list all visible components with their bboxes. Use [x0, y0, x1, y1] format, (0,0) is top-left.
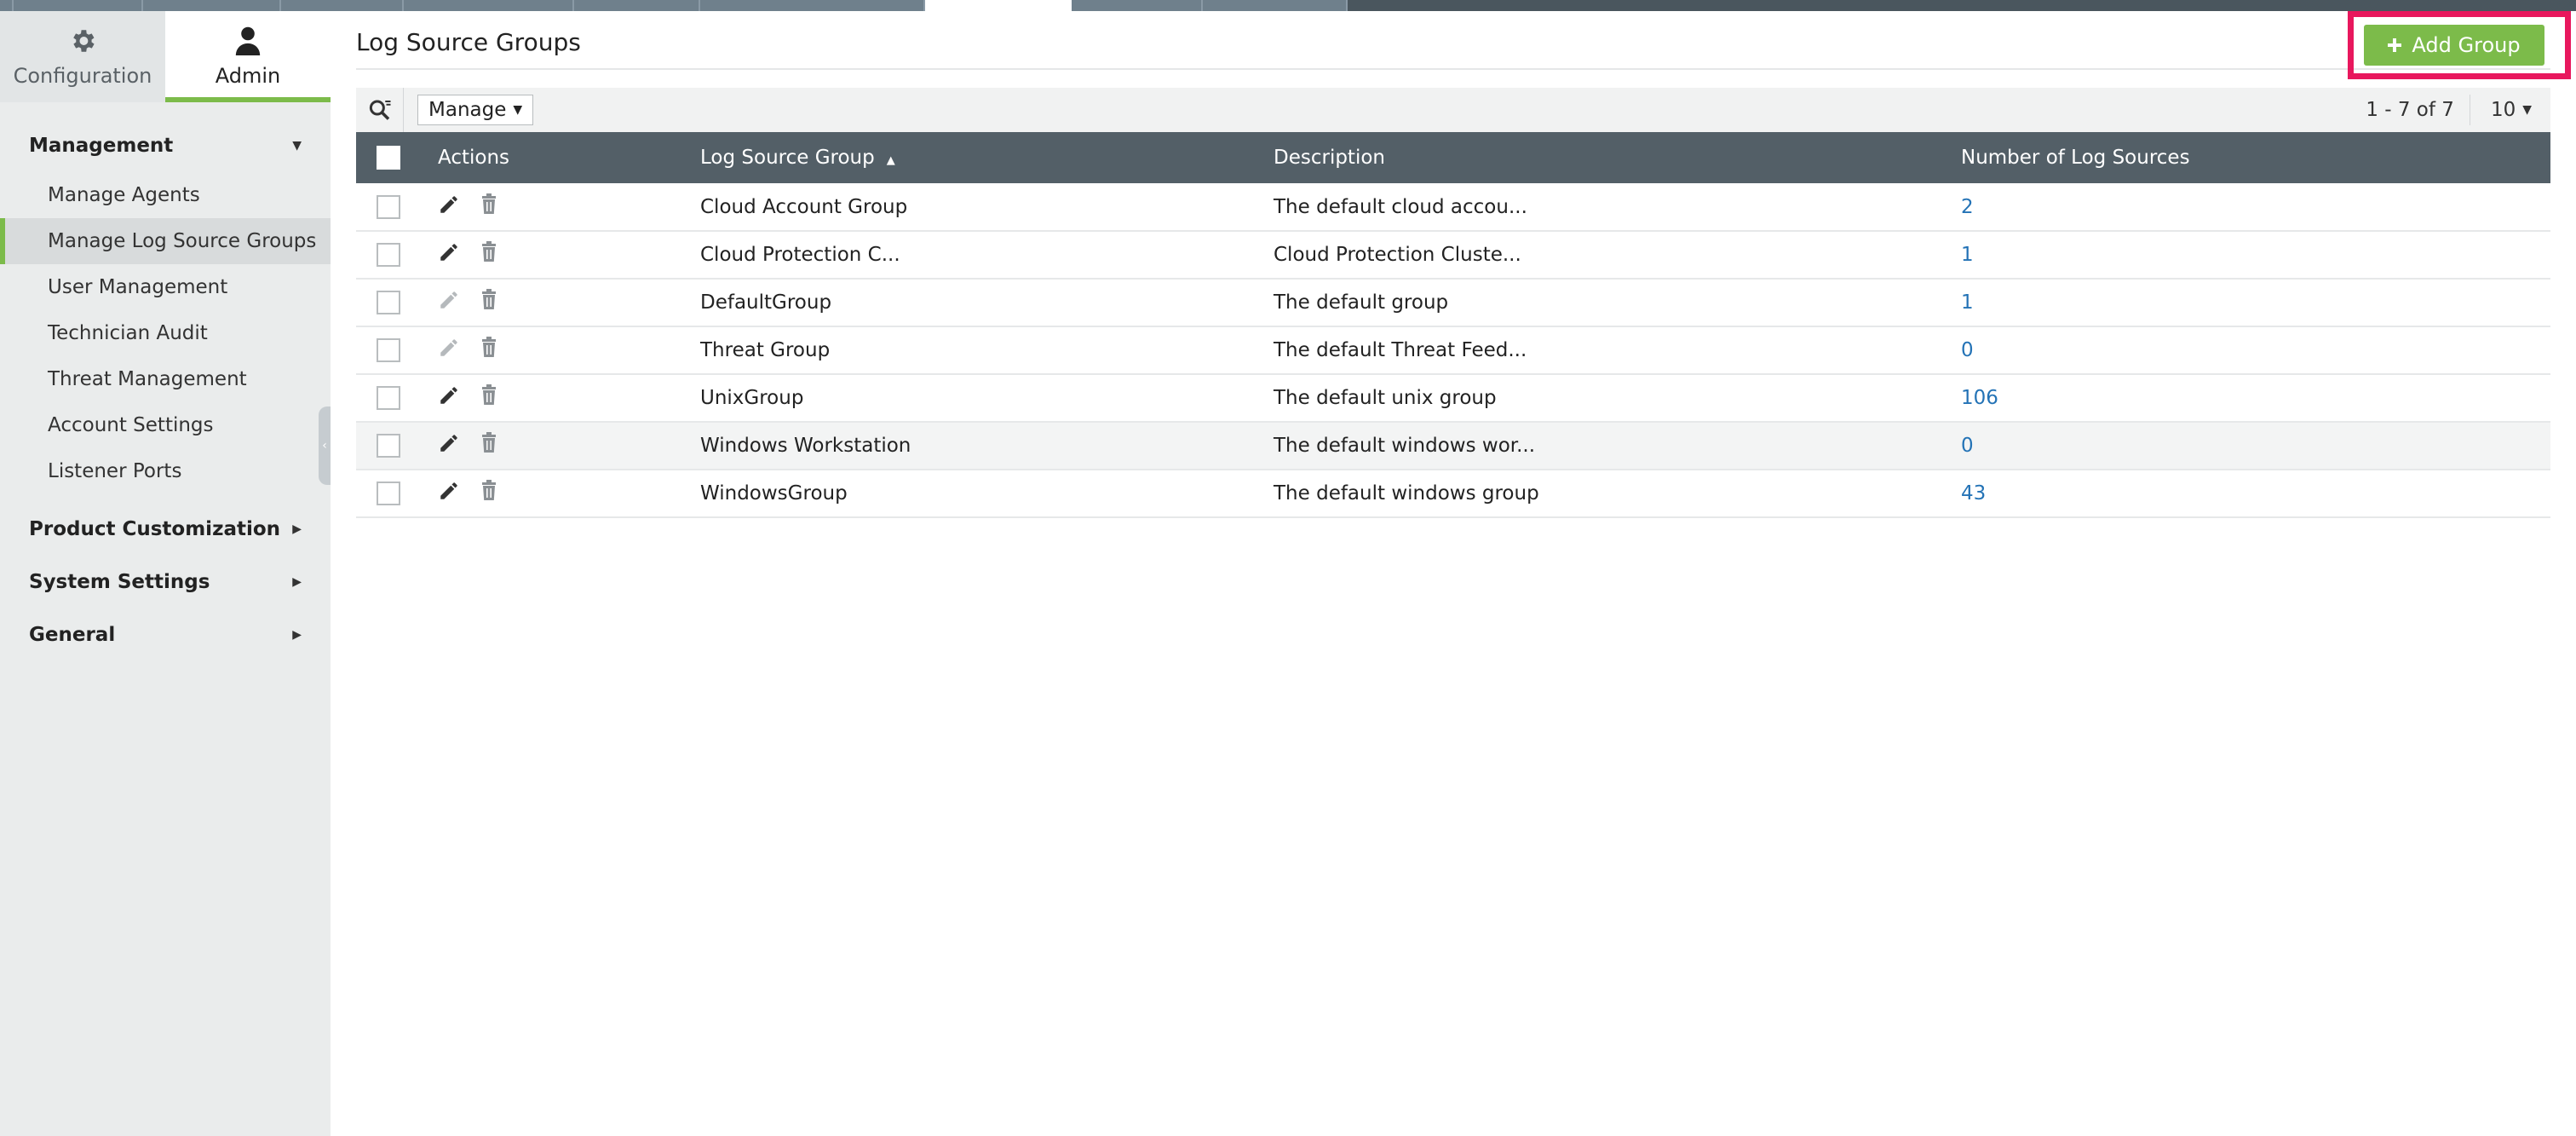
- chevron-left-icon: ‹: [322, 439, 327, 453]
- row-checkbox[interactable]: [377, 291, 400, 314]
- edit-pencil-icon[interactable]: [438, 432, 460, 459]
- sort-ascending-icon: ▲: [886, 154, 895, 167]
- delete-trash-icon[interactable]: [479, 241, 499, 268]
- table-row: [356, 326, 2550, 374]
- sidebar-item-listener-ports[interactable]: Listener Ports: [48, 460, 182, 482]
- sidebar-item-technician-audit[interactable]: Technician Audit: [48, 322, 208, 344]
- sidebar-item-user-management[interactable]: User Management: [48, 276, 228, 298]
- caret-right-icon: ▶: [292, 575, 302, 589]
- delete-trash-icon[interactable]: [479, 384, 499, 412]
- add-group-highlight: [2348, 11, 2571, 79]
- tab-admin-label: Admin: [215, 64, 281, 88]
- caret-right-icon: ▶: [292, 522, 302, 536]
- mode-tabs: [0, 11, 331, 102]
- log-source-groups-table: [356, 132, 2550, 518]
- delete-trash-icon[interactable]: [479, 337, 499, 364]
- edit-pencil-icon-disabled: [438, 289, 460, 316]
- row-count-link[interactable]: 2: [1961, 195, 1974, 218]
- plus-icon: [2388, 33, 2401, 57]
- table-row: [356, 183, 2550, 231]
- row-count-link[interactable]: 0: [1961, 339, 1974, 361]
- table-row: [356, 422, 2550, 470]
- edit-pencil-icon-disabled: [438, 337, 460, 364]
- section-product-customization[interactable]: [0, 511, 331, 547]
- row-description: The default Threat Feed...: [1274, 339, 1527, 361]
- row-checkbox[interactable]: [377, 386, 400, 410]
- row-description: The default unix group: [1274, 387, 1497, 409]
- row-name: Windows Workstation: [700, 435, 911, 457]
- chevron-down-icon: ▼: [2522, 103, 2532, 117]
- table-row: [356, 279, 2550, 326]
- edit-pencil-icon[interactable]: [438, 480, 460, 507]
- chevron-down-icon: ▼: [513, 103, 523, 117]
- edit-pencil-icon[interactable]: [438, 241, 460, 268]
- column-header-count[interactable]: Number of Log Sources: [1961, 147, 2190, 169]
- row-checkbox[interactable]: [377, 482, 400, 505]
- column-header-name[interactable]: [700, 132, 1274, 183]
- add-group-button[interactable]: [2364, 25, 2544, 66]
- row-count-link[interactable]: 106: [1961, 387, 1998, 409]
- row-count-link[interactable]: 43: [1961, 482, 1987, 505]
- row-name: Cloud Protection C...: [700, 244, 900, 266]
- tab-configuration-label: Configuration: [13, 64, 152, 88]
- manage-label: Manage: [428, 99, 507, 121]
- row-name: WindowsGroup: [700, 482, 848, 505]
- table-toolbar: [356, 88, 2550, 132]
- sidebar: [0, 11, 331, 1136]
- top-tab-active[interactable]: [925, 0, 1072, 11]
- row-count-link[interactable]: 1: [1961, 244, 1974, 266]
- row-name: Threat Group: [700, 339, 831, 361]
- row-checkbox[interactable]: [377, 338, 400, 362]
- row-name: Cloud Account Group: [700, 195, 908, 218]
- top-tab-strip: [0, 0, 2576, 11]
- row-checkbox[interactable]: [377, 195, 400, 219]
- top-tab[interactable]: [143, 0, 281, 11]
- top-tab[interactable]: [1203, 0, 1348, 11]
- edit-pencil-icon[interactable]: [438, 193, 460, 221]
- row-checkbox[interactable]: [377, 434, 400, 458]
- delete-trash-icon[interactable]: [479, 193, 499, 221]
- top-tab[interactable]: [700, 0, 925, 11]
- top-tab[interactable]: [404, 0, 574, 11]
- section-management[interactable]: [0, 128, 331, 164]
- column-header-name-label: Log Source Group: [700, 147, 875, 169]
- sidebar-item-threat-management[interactable]: Threat Management: [48, 368, 247, 390]
- sidebar-item-manage-log-source-groups[interactable]: Manage Log Source Groups: [0, 218, 331, 264]
- table-row: [356, 231, 2550, 279]
- sidebar-item-account-settings[interactable]: Account Settings: [48, 414, 214, 436]
- top-tab[interactable]: [0, 0, 14, 11]
- page-title: Log Source Groups: [356, 28, 581, 56]
- sidebar-collapse-handle[interactable]: [319, 407, 331, 485]
- section-management-label: Management: [29, 135, 174, 157]
- row-name: DefaultGroup: [700, 291, 832, 314]
- delete-trash-icon[interactable]: [479, 480, 499, 507]
- page-size-value: 10: [2490, 99, 2516, 121]
- page-size-select[interactable]: [2470, 99, 2550, 121]
- gear-icon: [68, 23, 97, 59]
- section-general[interactable]: [0, 617, 331, 653]
- row-description: Cloud Protection Cluste...: [1274, 244, 1521, 266]
- section-product-customization-label: Product Customization: [29, 518, 281, 540]
- delete-trash-icon[interactable]: [479, 432, 499, 459]
- section-system-settings-label: System Settings: [29, 571, 210, 593]
- tab-admin[interactable]: [165, 11, 331, 102]
- title-divider: [356, 68, 2550, 70]
- section-general-label: General: [29, 624, 116, 646]
- page-range: 1 - 7 of 7: [2366, 95, 2470, 125]
- row-description: The default group: [1274, 291, 1449, 314]
- caret-right-icon: ▶: [292, 628, 302, 642]
- row-checkbox[interactable]: [377, 243, 400, 267]
- tab-configuration[interactable]: [0, 11, 165, 102]
- top-tab[interactable]: [14, 0, 143, 11]
- sidebar-item-manage-agents[interactable]: Manage Agents: [48, 184, 200, 206]
- manage-dropdown[interactable]: [417, 95, 533, 125]
- search-icon[interactable]: [356, 88, 404, 132]
- management-items: [0, 172, 331, 494]
- select-all-checkbox[interactable]: [377, 146, 400, 170]
- table-row: [356, 374, 2550, 422]
- row-name: UnixGroup: [700, 387, 804, 409]
- row-count-link[interactable]: 1: [1961, 291, 1974, 314]
- sidebar-nav: [0, 102, 331, 653]
- caret-down-icon: ▼: [292, 139, 302, 153]
- column-header-actions: Actions: [438, 147, 510, 169]
- user-icon: [233, 23, 262, 59]
- add-group-label: Add Group: [2412, 33, 2521, 57]
- row-description: The default cloud accou...: [1274, 195, 1527, 218]
- top-tab[interactable]: [1072, 0, 1203, 11]
- row-count-link[interactable]: 0: [1961, 435, 1974, 457]
- table-row: [356, 470, 2550, 517]
- top-tab-filler: [1348, 0, 2576, 11]
- pagination: [2366, 88, 2550, 132]
- column-header-description[interactable]: Description: [1274, 147, 1385, 169]
- section-system-settings[interactable]: [0, 564, 331, 600]
- row-description: The default windows group: [1274, 482, 1539, 505]
- edit-pencil-icon[interactable]: [438, 384, 460, 412]
- top-tab[interactable]: [574, 0, 700, 11]
- row-description: The default windows wor...: [1274, 435, 1536, 457]
- top-tab[interactable]: [281, 0, 404, 11]
- table-header-row: [356, 132, 2550, 183]
- delete-trash-icon[interactable]: [479, 289, 499, 316]
